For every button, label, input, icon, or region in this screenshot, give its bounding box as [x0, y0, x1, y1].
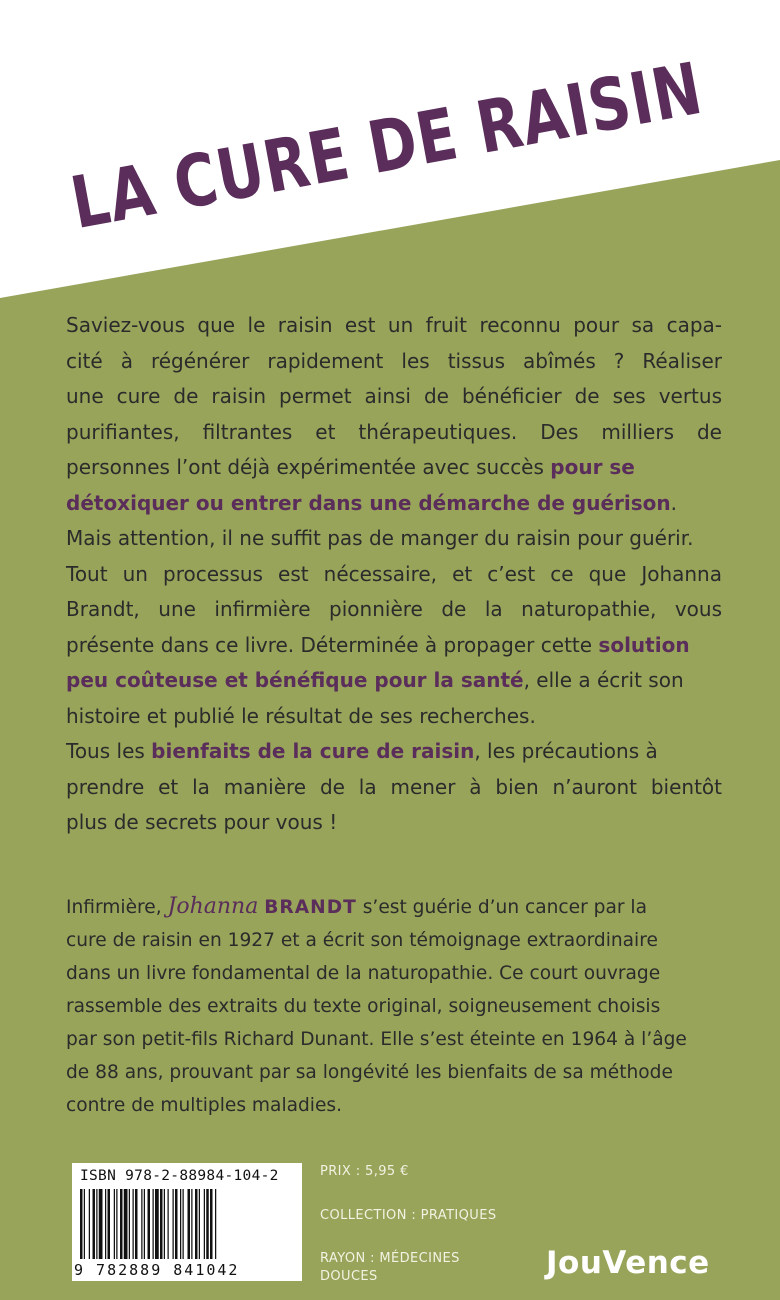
author-bio — [66, 890, 722, 1122]
blurb-highlight: bienfaits de la cure de raisin — [151, 739, 475, 763]
price-label: PRIX : 5,95 € — [320, 1164, 409, 1179]
bio-line: de 88 ans, prouvant par sa longévité les bienfaits de sa méthode — [66, 1062, 673, 1083]
barcode — [72, 1163, 302, 1281]
bio-line: dans un livre fondamental de la naturopathie. Ce court ouvrage — [66, 963, 661, 984]
blurb-line: histoire et publié le résultat de ses recherches. — [66, 703, 536, 728]
bio-fragment: Infirmière, — [66, 897, 168, 918]
blurb-highlight: peu coûteuse et bénéfique pour la santé — [66, 668, 524, 692]
blurb-line: purifiantes, filtrantes et thérapeutiques. Des milliers de — [66, 419, 722, 444]
bio-line: contre de multiples maladies. — [66, 1095, 343, 1116]
barcode-digits: 9 782889 841042 — [74, 1261, 240, 1279]
blurb-fragment: personnes l’ont déjà expérimentée avec succès — [66, 455, 551, 479]
rayon-label: RAYON : MÉDECINES DOUCES — [320, 1251, 460, 1284]
publisher-logo: JouVence — [546, 1245, 710, 1281]
blurb-line: Saviez-vous que le raisin est un fruit reconnu pour sa capa- — [66, 313, 722, 337]
blurb-text — [66, 308, 722, 841]
blurb-line — [66, 450, 722, 486]
blurb-fragment: Tous les — [66, 739, 152, 763]
blurb-highlight: solution — [598, 632, 690, 657]
author-last-name: BRANDT — [264, 897, 357, 918]
blurb-fragment: présente dans ce livre. Déterminée à propager cette — [66, 632, 599, 657]
barcode-bars — [80, 1189, 294, 1259]
blurb-line: Tout un processus est nécessaire, et c’est ce que Johanna — [66, 561, 722, 586]
bio-line: par son petit-fils Richard Dunant. Elle s’est éteinte en 1964 à l’âge — [66, 1029, 687, 1050]
blurb-line — [66, 628, 722, 664]
bio-line: rassemble des extraits du texte original, soigneusement choisis — [66, 996, 661, 1017]
blurb-highlight: pour se — [550, 455, 635, 479]
blurb-line: Brandt, une infirmière pionnière de la naturopathie, vous — [66, 597, 722, 621]
author-first-name: Johanna — [167, 894, 259, 919]
blurb-highlight: détoxiquer ou entrer dans une démarche de guérison — [66, 490, 671, 515]
book-title: LA CURE DE RAISIN — [64, 47, 709, 246]
blurb-line: cité à régénérer rapidement les tissus abîmés ? Réaliser — [66, 348, 722, 373]
bio-fragment: s’est guérie d’un cancer par la — [356, 897, 647, 918]
bio-line — [66, 890, 722, 924]
blurb-line — [66, 663, 722, 699]
blurb-line: une cure de raisin permet ainsi de bénéficier de ses vertus — [66, 384, 722, 408]
blurb-line — [66, 486, 722, 522]
collection-label: COLLECTION : PRATIQUES — [320, 1208, 497, 1223]
blurb-line — [66, 734, 722, 770]
blurb-line: Mais attention, il ne suffit pas de manger du raisin pour guérir. — [66, 526, 694, 550]
blurb-line: prendre et la manière de la mener à bien n’auront bientôt — [66, 774, 722, 799]
blurb-fragment: . — [670, 490, 677, 515]
blurb-fragment: , elle a écrit son — [523, 668, 684, 692]
blurb-line: plus de secrets pour vous ! — [66, 810, 338, 834]
isbn-label: ISBN 978-2-88984-104-2 — [80, 1168, 279, 1184]
bio-line: cure de raisin en 1927 et a écrit son témoignage extraordinaire — [66, 930, 658, 951]
blurb-fragment: , les précautions à — [474, 739, 658, 763]
